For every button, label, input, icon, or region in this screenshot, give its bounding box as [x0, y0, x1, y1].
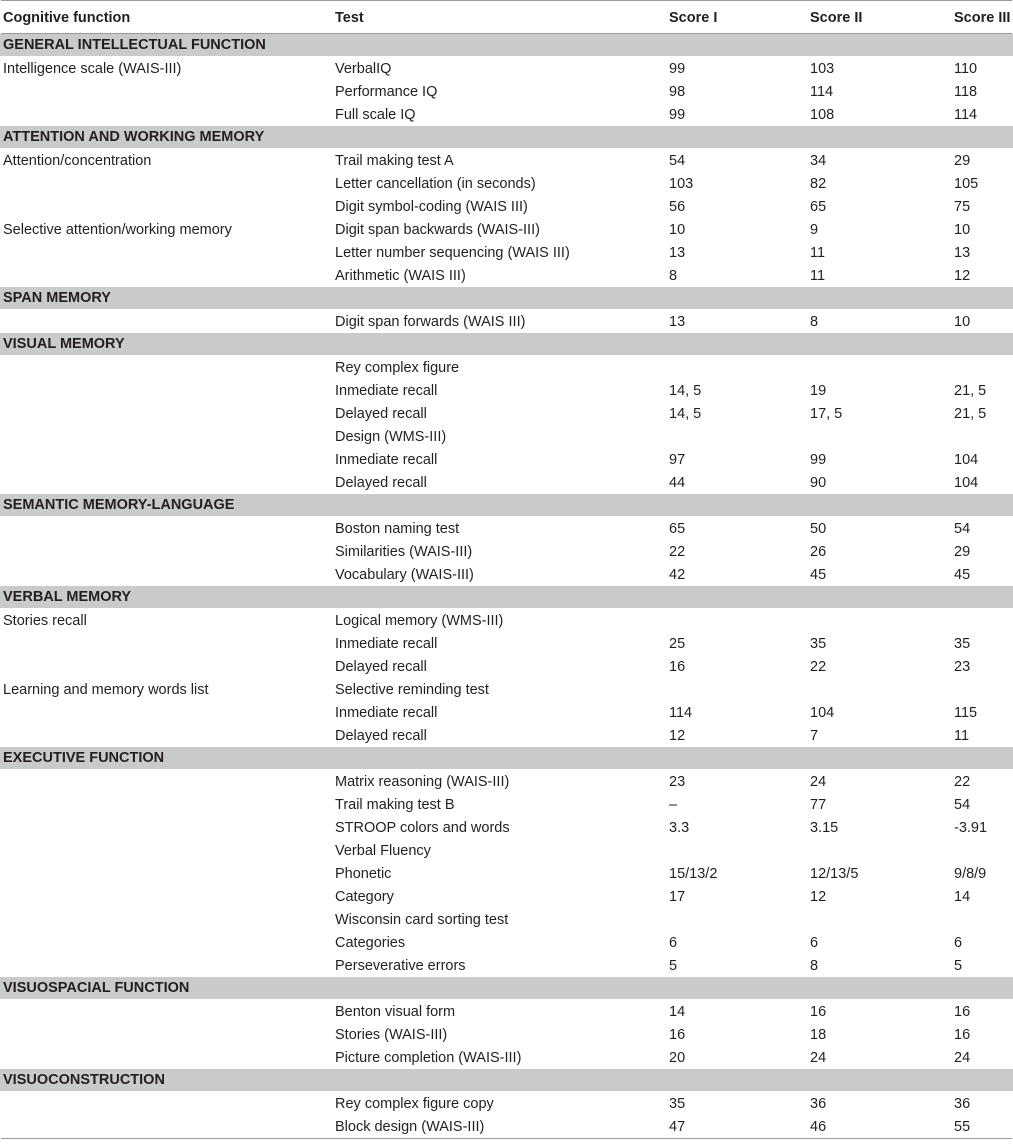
- cell-score-1: 16: [669, 1027, 686, 1043]
- cell-score-1: 47: [669, 1119, 686, 1135]
- cell-score-2: 104: [810, 705, 835, 721]
- cell-test: Picture completion (WAIS-III): [335, 1050, 522, 1066]
- cell-score-2: 22: [810, 659, 827, 675]
- table-row: [0, 609, 1013, 632]
- cell-test: Letter number sequencing (WAIS III): [335, 245, 570, 261]
- cell-score-1: 15/13/2: [669, 866, 718, 882]
- cell-score-2: 82: [810, 176, 827, 192]
- cell-test: Inmediate recall: [335, 452, 438, 468]
- table-row: [0, 816, 1013, 839]
- cell-score-2: 24: [810, 774, 827, 790]
- cell-test: Inmediate recall: [335, 383, 438, 399]
- cell-score-3: 21, 5: [954, 383, 987, 399]
- cell-test: Delayed recall: [335, 406, 427, 422]
- cell-score-3: 35: [954, 636, 971, 652]
- cell-score-2: 24: [810, 1050, 827, 1066]
- cell-score-2: 108: [810, 107, 835, 123]
- cell-score-2: 16: [810, 1004, 827, 1020]
- cell-cognitive-function: Selective attention/working memory: [3, 222, 232, 238]
- section-label: VISUAL MEMORY: [3, 336, 125, 352]
- cell-test: Boston naming test: [335, 521, 460, 537]
- table-row: [0, 724, 1013, 747]
- cell-score-2: 35: [810, 636, 827, 652]
- cell-score-3: 6: [954, 935, 963, 951]
- cell-score-3: 118: [954, 84, 978, 100]
- table-row: [0, 770, 1013, 793]
- cell-cognitive-function: Stories recall: [3, 613, 87, 629]
- cell-cognitive-function: Learning and memory words list: [3, 682, 209, 698]
- cell-score-3: 114: [954, 107, 978, 123]
- table-row: [0, 678, 1013, 701]
- table-row: [0, 264, 1013, 287]
- cell-score-3: -3.91: [954, 820, 988, 836]
- cell-score-1: 22: [669, 544, 686, 560]
- cell-score-1: 16: [669, 659, 686, 675]
- section-header-row: [0, 34, 1013, 57]
- cell-score-3: 55: [954, 1119, 971, 1135]
- cell-score-3: 36: [954, 1096, 971, 1112]
- cell-score-3: 104: [954, 452, 979, 468]
- cell-score-1: 13: [669, 245, 686, 261]
- table-row: [0, 402, 1013, 425]
- cell-score-1: 99: [669, 61, 686, 77]
- section-label: VERBAL MEMORY: [3, 589, 132, 605]
- cell-score-2: 65: [810, 199, 827, 215]
- table-row: [0, 310, 1013, 333]
- cell-score-3: 110: [954, 61, 978, 77]
- section-label: ATTENTION AND WORKING MEMORY: [3, 129, 265, 145]
- cell-score-3: 11: [954, 728, 970, 744]
- table-row: [0, 563, 1013, 586]
- cell-score-3: 14: [954, 889, 971, 905]
- cell-test: STROOP colors and words: [335, 820, 510, 836]
- table-row: [0, 80, 1013, 103]
- cell-score-1: 12: [669, 728, 686, 744]
- cell-score-2: 26: [810, 544, 827, 560]
- cell-score-3: 5: [954, 958, 963, 974]
- cell-test: Trail making test A: [335, 153, 454, 169]
- table-row: [0, 954, 1013, 977]
- cell-score-1: 13: [669, 314, 686, 330]
- cell-score-2: 90: [810, 475, 827, 491]
- section-header-row: [0, 747, 1013, 770]
- cell-score-1: 20: [669, 1050, 686, 1066]
- table-row: [0, 885, 1013, 908]
- cell-score-1: 23: [669, 774, 686, 790]
- cell-score-3: 9/8/9: [954, 866, 987, 882]
- table-row: [0, 1046, 1013, 1069]
- cell-score-1: 8: [669, 268, 678, 284]
- cell-score-3: 16: [954, 1004, 971, 1020]
- cell-cognitive-function: Attention/concentration: [3, 153, 152, 169]
- cell-score-2: 12/13/5: [810, 866, 859, 882]
- cell-test: Performance IQ: [335, 84, 438, 100]
- cell-test: Arithmetic (WAIS III): [335, 268, 466, 284]
- cell-score-2: 45: [810, 567, 827, 583]
- cell-score-1: 14, 5: [669, 406, 702, 422]
- cell-test: Digit span forwards (WAIS III): [335, 314, 526, 330]
- cell-score-2: 9: [810, 222, 819, 238]
- cell-score-1: 25: [669, 636, 686, 652]
- cell-cognitive-function: Intelligence scale (WAIS-III): [3, 61, 182, 77]
- section-label: SEMANTIC MEMORY-LANGUAGE: [3, 497, 235, 513]
- section-header-row: [0, 126, 1013, 149]
- cell-score-1: 56: [669, 199, 686, 215]
- cell-score-1: 14: [669, 1004, 686, 1020]
- cell-score-2: 34: [810, 153, 827, 169]
- cell-score-3: 16: [954, 1027, 971, 1043]
- cell-test: Design (WMS-III): [335, 429, 447, 445]
- cell-score-2: 103: [810, 61, 835, 77]
- cell-test: Inmediate recall: [335, 705, 438, 721]
- cell-test: Digit symbol-coding (WAIS III): [335, 199, 528, 215]
- cell-test: Digit span backwards (WAIS-III): [335, 222, 540, 238]
- table-row: [0, 632, 1013, 655]
- section-label: EXECUTIVE FUNCTION: [3, 750, 165, 766]
- section-header-row: [0, 333, 1013, 356]
- cell-score-2: 99: [810, 452, 827, 468]
- cell-test: Delayed recall: [335, 475, 427, 491]
- section-label: SPAN MEMORY: [3, 290, 111, 306]
- cell-score-3: 29: [954, 153, 971, 169]
- cell-score-3: 54: [954, 521, 971, 537]
- table-row: [0, 356, 1013, 379]
- bottom-rule: [1, 1138, 1012, 1139]
- column-header-test: Test: [335, 10, 364, 26]
- cell-score-3: 115: [954, 705, 978, 721]
- table-row: [0, 701, 1013, 724]
- section-label: VISUOSPACIAL FUNCTION: [3, 980, 190, 996]
- section-header-row: [0, 586, 1013, 609]
- cell-test: VerbalIQ: [335, 61, 392, 77]
- section-label: GENERAL INTELLECTUAL FUNCTION: [3, 37, 266, 53]
- cell-score-3: 54: [954, 797, 971, 813]
- cell-score-2: 18: [810, 1027, 827, 1043]
- cell-score-2: 77: [810, 797, 827, 813]
- table-row: [0, 517, 1013, 540]
- cell-score-2: 11: [810, 245, 826, 261]
- cell-score-3: 10: [954, 314, 971, 330]
- cell-score-1: 3.3: [669, 820, 690, 836]
- cell-score-1: 6: [669, 935, 678, 951]
- cell-test: Selective reminding test: [335, 682, 489, 698]
- table-row: [0, 172, 1013, 195]
- table-row: [0, 195, 1013, 218]
- cell-score-2: 3.15: [810, 820, 839, 836]
- cell-test: Similarities (WAIS-III): [335, 544, 473, 560]
- section-header-row: [0, 494, 1013, 517]
- cell-test: Delayed recall: [335, 728, 427, 744]
- cell-score-2: 36: [810, 1096, 827, 1112]
- table-row: [0, 103, 1013, 126]
- cell-score-3: 29: [954, 544, 971, 560]
- cell-test: Category: [335, 889, 394, 905]
- cell-test: Rey complex figure: [335, 360, 460, 376]
- cell-test: Delayed recall: [335, 659, 427, 675]
- table-body: [0, 34, 1013, 1138]
- cell-test: Benton visual form: [335, 1004, 456, 1020]
- table-row: [0, 540, 1013, 563]
- cell-score-1: 10: [669, 222, 686, 238]
- cell-test: Letter cancellation (in seconds): [335, 176, 536, 192]
- column-header-score-1: Score I: [669, 10, 718, 26]
- cell-score-2: 46: [810, 1119, 827, 1135]
- table-row: [0, 241, 1013, 264]
- cell-score-3: 22: [954, 774, 971, 790]
- cell-score-3: 23: [954, 659, 971, 675]
- cell-score-1: 54: [669, 153, 686, 169]
- table-row: [0, 57, 1013, 80]
- cell-score-2: 12: [810, 889, 827, 905]
- cell-score-1: 44: [669, 475, 686, 491]
- table-row: [0, 425, 1013, 448]
- cell-test: Stories (WAIS-III): [335, 1027, 448, 1043]
- cell-score-3: 105: [954, 176, 979, 192]
- cell-score-3: 13: [954, 245, 971, 261]
- section-label: VISUOCONSTRUCTION: [3, 1072, 165, 1088]
- table-row: [0, 471, 1013, 494]
- table-row: [0, 908, 1013, 931]
- cell-score-2: 11: [810, 268, 826, 284]
- cell-score-1: 65: [669, 521, 686, 537]
- cell-score-1: 103: [669, 176, 694, 192]
- cell-test: Trail making test B: [335, 797, 455, 813]
- cell-score-3: 12: [954, 268, 971, 284]
- table-row: [0, 931, 1013, 954]
- cell-score-1: 17: [669, 889, 686, 905]
- cell-score-2: 8: [810, 314, 819, 330]
- cell-score-3: 75: [954, 199, 971, 215]
- cell-test: Matrix reasoning (WAIS-III): [335, 774, 510, 790]
- cell-score-1: 97: [669, 452, 686, 468]
- cell-test: Full scale IQ: [335, 107, 416, 123]
- cell-score-3: 10: [954, 222, 971, 238]
- table-row: [0, 793, 1013, 816]
- cell-score-2: 50: [810, 521, 827, 537]
- cell-score-1: 14, 5: [669, 383, 702, 399]
- column-header-score-2: Score II: [810, 10, 863, 26]
- cell-test: Vocabulary (WAIS-III): [335, 567, 474, 583]
- cell-score-2: 19: [810, 383, 827, 399]
- cell-score-3: 104: [954, 475, 979, 491]
- table-row: [0, 149, 1013, 172]
- cell-score-1: 99: [669, 107, 686, 123]
- table-row: [0, 448, 1013, 471]
- cell-score-1: 35: [669, 1096, 686, 1112]
- cell-test: Logical memory (WMS-III): [335, 613, 504, 629]
- table-row: [0, 1000, 1013, 1023]
- cell-score-1: 5: [669, 958, 678, 974]
- cell-test: Phonetic: [335, 866, 392, 882]
- header-row: [0, 1, 1013, 33]
- table-row: [0, 218, 1013, 241]
- cell-score-2: 114: [810, 84, 834, 100]
- cell-score-1: 114: [669, 705, 693, 721]
- table-row: [0, 1092, 1013, 1115]
- cell-test: Wisconsin card sorting test: [335, 912, 509, 928]
- section-header-row: [0, 1069, 1013, 1092]
- cell-test: Perseverative errors: [335, 958, 466, 974]
- cell-score-3: 45: [954, 567, 971, 583]
- cell-test: Inmediate recall: [335, 636, 438, 652]
- cell-test: Rey complex figure copy: [335, 1096, 494, 1112]
- cell-score-1: 42: [669, 567, 686, 583]
- cell-test: Verbal Fluency: [335, 843, 431, 859]
- table-row: [0, 379, 1013, 402]
- cell-score-2: 8: [810, 958, 819, 974]
- column-header-score-3: Score III: [954, 10, 1011, 26]
- cell-score-2: 7: [810, 728, 819, 744]
- cell-score-3: 21, 5: [954, 406, 987, 422]
- table-row: [0, 1023, 1013, 1046]
- cell-score-3: 24: [954, 1050, 971, 1066]
- table-row: [0, 655, 1013, 678]
- section-header-row: [0, 977, 1013, 1000]
- cell-test: Categories: [335, 935, 406, 951]
- cell-score-2: 17, 5: [810, 406, 843, 422]
- cell-score-1: –: [669, 797, 678, 813]
- section-header-row: [0, 287, 1013, 310]
- column-header-cognitive-function: Cognitive function: [3, 10, 131, 26]
- cell-test: Block design (WAIS-III): [335, 1119, 485, 1135]
- cell-score-2: 6: [810, 935, 819, 951]
- cell-score-1: 98: [669, 84, 686, 100]
- table-row: [0, 1115, 1013, 1138]
- table-row: [0, 839, 1013, 862]
- table-row: [0, 862, 1013, 885]
